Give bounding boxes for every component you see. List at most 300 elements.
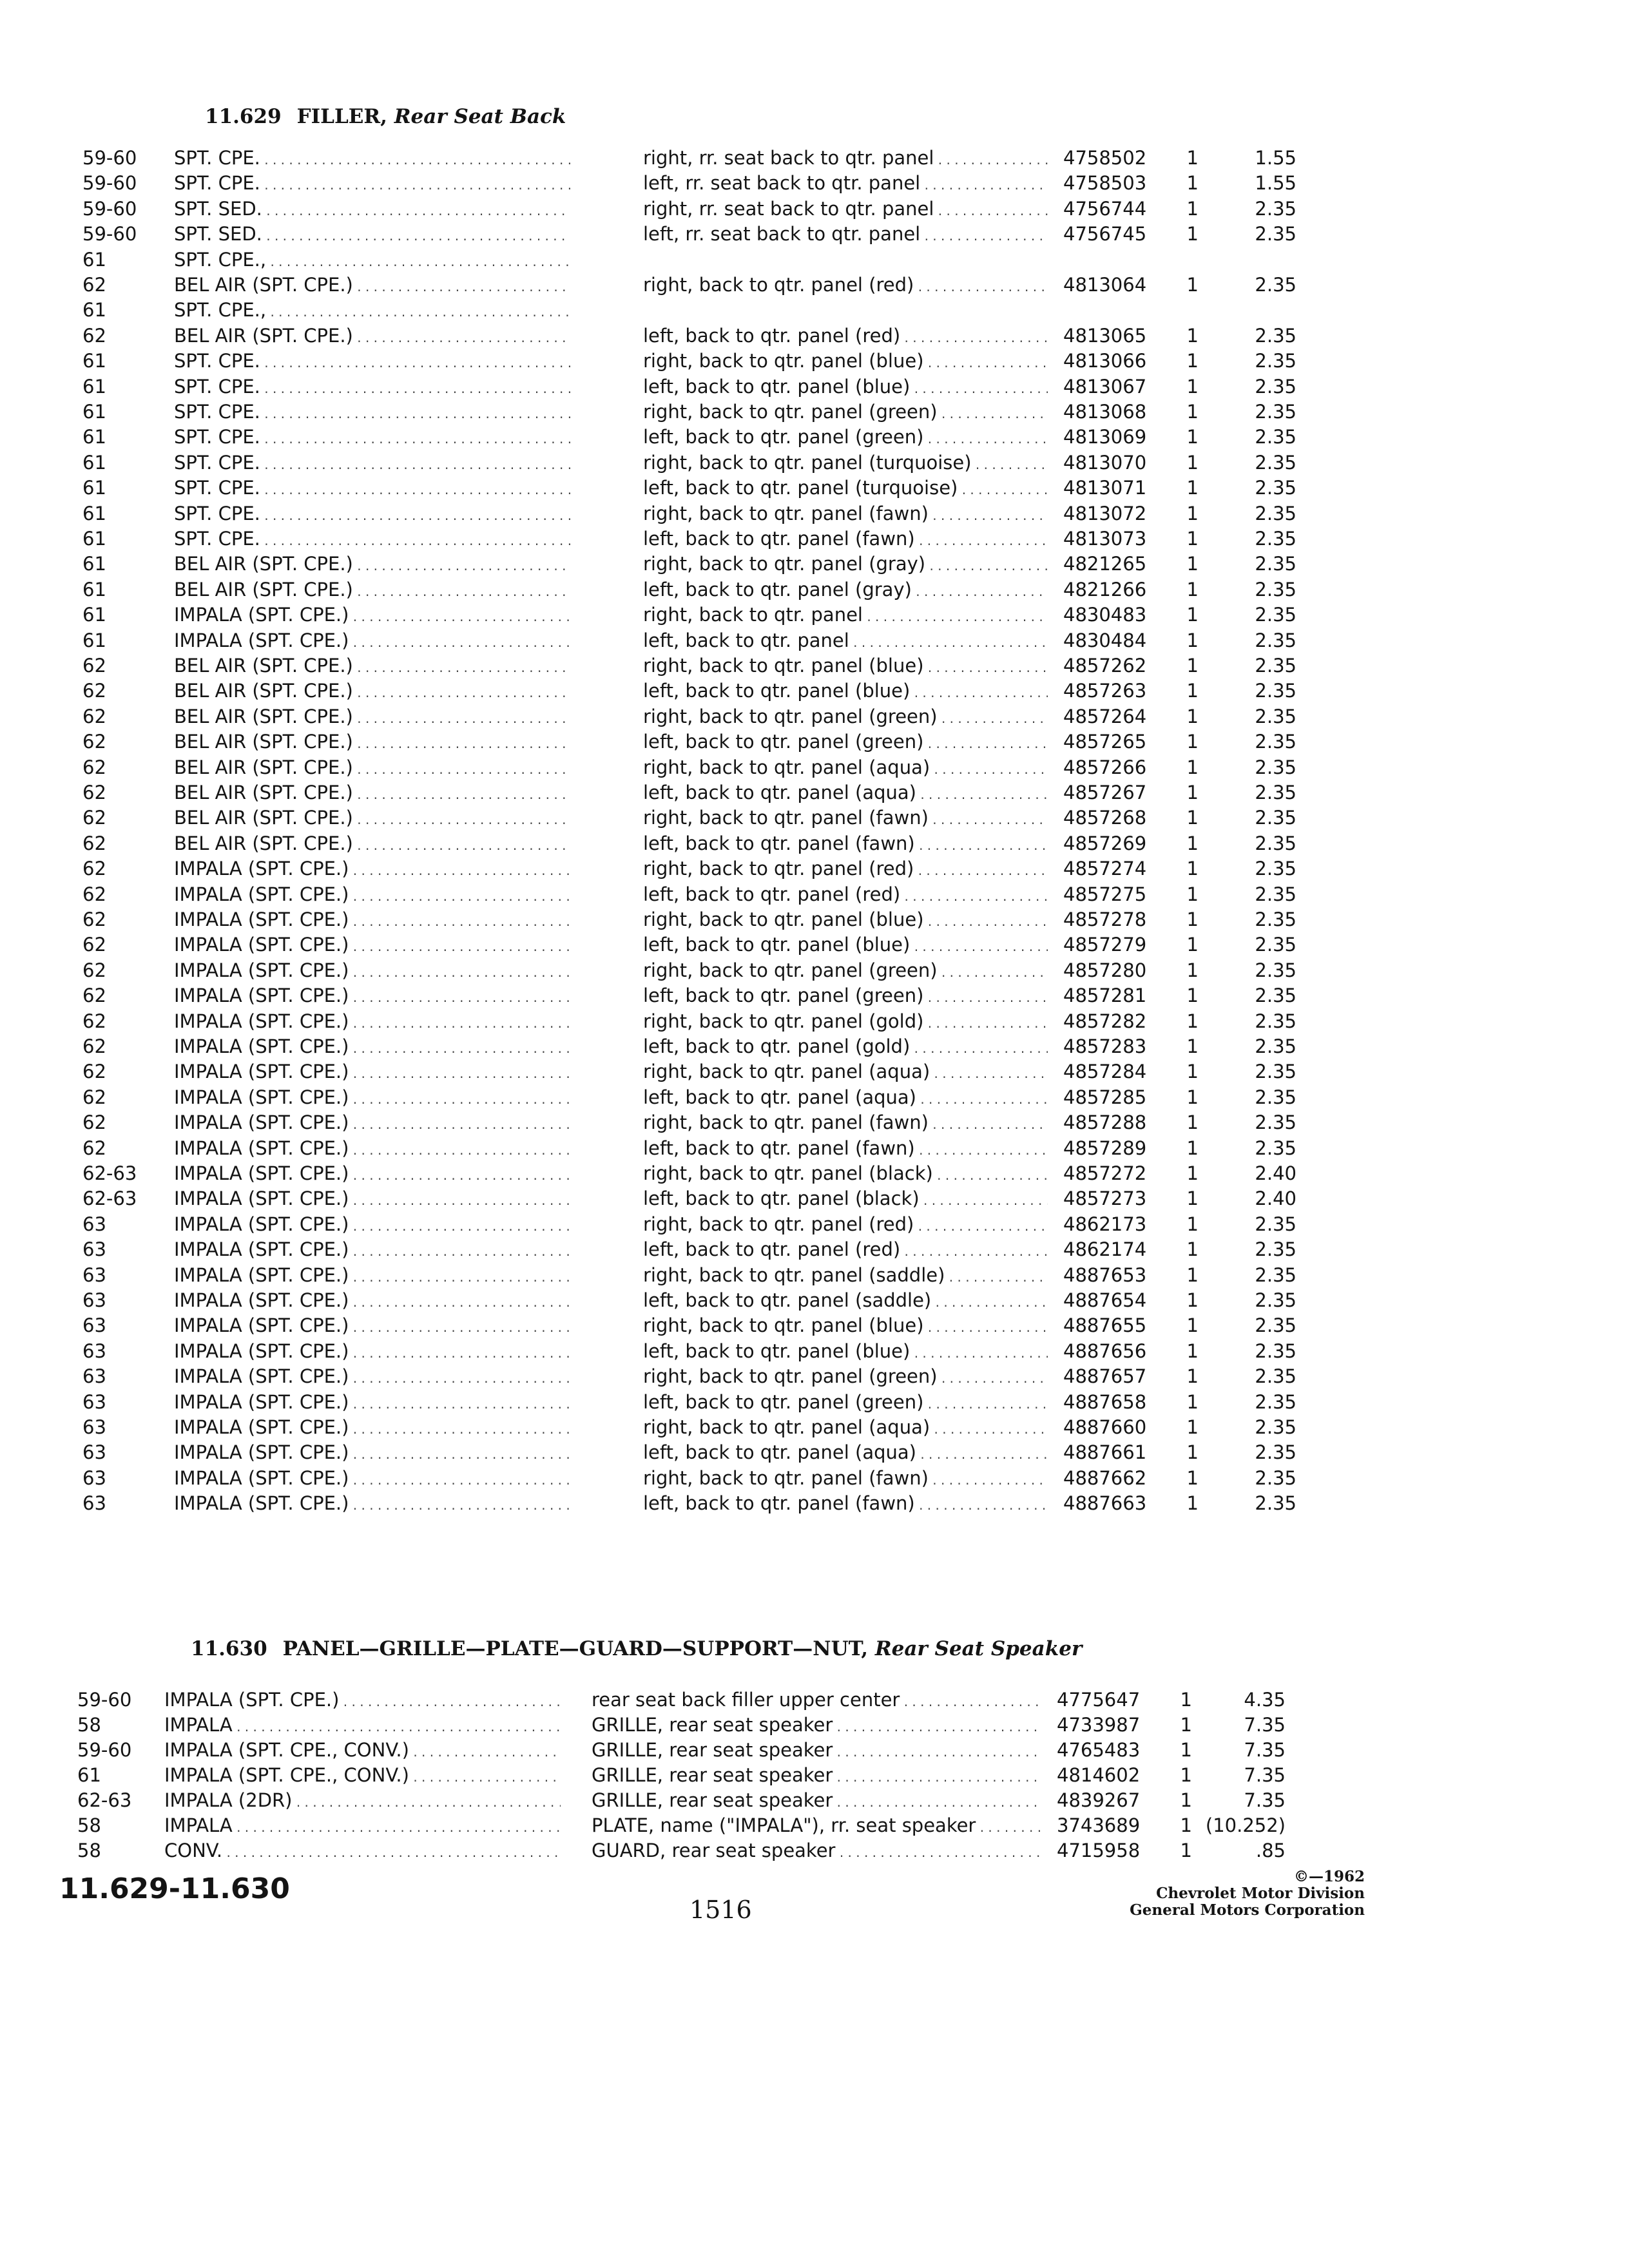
- year-cell: 62: [82, 324, 106, 347]
- price-cell: 2.35: [1255, 858, 1296, 880]
- quantity-cell: 1: [1180, 1789, 1192, 1811]
- model-cell: BEL AIR (SPT. CPE.) . . .: [174, 780, 570, 805]
- part-number-cell: 4715958: [1057, 1840, 1141, 1861]
- table-row: [0, 1287, 1629, 1313]
- description-cell: right, back to qtr. panel . . .: [643, 602, 1048, 628]
- model-cell: IMPALA (SPT. CPE.) . . .: [174, 907, 570, 932]
- year-cell: 62: [82, 832, 106, 854]
- price-cell: 2.35: [1255, 1416, 1296, 1438]
- price-cell: 2.35: [1255, 604, 1296, 626]
- copyright-block: [1130, 1869, 1365, 1919]
- description-cell: right, rr. seat back to qtr. panel . . .: [643, 196, 1048, 222]
- part-number-cell: 4839267: [1057, 1789, 1141, 1811]
- year-cell: 63: [82, 1416, 106, 1438]
- description-cell: PLATE, name ("IMPALA"), rr. seat speaker . . .: [592, 1812, 1043, 1838]
- price-cell: 2.35: [1255, 807, 1296, 829]
- part-number-cell: 4830483: [1063, 604, 1147, 626]
- quantity-cell: 1: [1186, 604, 1199, 626]
- description-cell: GRILLE, rear seat speaker . . .: [592, 1712, 1043, 1738]
- model-cell: IMPALA (SPT. CPE.) . . .: [174, 1414, 570, 1440]
- section-title: FILLER,: [296, 105, 387, 128]
- table-row: [0, 1712, 1629, 1738]
- table-row: [0, 348, 1629, 374]
- year-cell: 61: [77, 1764, 101, 1786]
- part-number-cell: 4813065: [1063, 324, 1147, 347]
- table-row: [0, 323, 1629, 349]
- quantity-cell: 1: [1186, 1289, 1199, 1311]
- year-cell: 61: [82, 528, 106, 550]
- part-number-cell: 4862173: [1063, 1213, 1147, 1235]
- quantity-cell: 1: [1180, 1764, 1192, 1786]
- quantity-cell: 1: [1186, 1187, 1199, 1210]
- model-cell: BEL AIR (SPT. CPE.) . . .: [174, 831, 570, 856]
- model-cell: IMPALA (SPT. CPE.) . . .: [174, 1465, 570, 1491]
- price-cell: 1.55: [1255, 147, 1296, 169]
- model-cell: IMPALA (SPT. CPE.) . . .: [174, 1110, 570, 1135]
- description-cell: right, back to qtr. panel (blue) . . .: [643, 1312, 1048, 1338]
- model-cell: BEL AIR (SPT. CPE.) . . .: [174, 754, 570, 780]
- model-cell: IMPALA (SPT. CPE.) . . .: [174, 1160, 570, 1186]
- table-row: [0, 1838, 1629, 1863]
- price-cell: 2.35: [1255, 502, 1296, 524]
- table-row: [0, 1084, 1629, 1110]
- quantity-cell: 1: [1186, 1264, 1199, 1286]
- part-number-cell: 4857283: [1063, 1035, 1147, 1057]
- year-cell: 58: [77, 1840, 101, 1861]
- model-cell: SPT. CPE., . . .: [174, 297, 570, 323]
- year-cell: 62: [82, 858, 106, 880]
- quantity-cell: 1: [1186, 731, 1199, 753]
- quantity-cell: 1: [1186, 426, 1199, 448]
- quantity-cell: 1: [1186, 1213, 1199, 1235]
- model-cell: IMPALA (SPT. CPE.) . . .: [174, 881, 570, 907]
- model-cell: IMPALA (SPT. CPE.) . . .: [174, 1287, 570, 1313]
- division-name: Chevrolet Motor Division: [1156, 1885, 1365, 1902]
- part-number-cell: 4887660: [1063, 1416, 1147, 1438]
- part-number-cell: 4887658: [1063, 1390, 1147, 1413]
- year-cell: 62: [82, 1010, 106, 1032]
- quantity-cell: 1: [1186, 680, 1199, 702]
- model-cell: CONV. . . .: [164, 1838, 561, 1863]
- description-cell: GRILLE, rear seat speaker . . .: [592, 1787, 1043, 1813]
- quantity-cell: 1: [1186, 985, 1199, 1007]
- model-cell: IMPALA (SPT. CPE.) . . .: [174, 1312, 570, 1338]
- table-row: [0, 399, 1629, 425]
- year-cell: 62: [82, 959, 106, 981]
- table-row: [0, 1110, 1629, 1135]
- year-cell: 59-60: [82, 223, 137, 245]
- quantity-cell: 1: [1186, 934, 1199, 956]
- table-row: [0, 1762, 1629, 1788]
- quantity-cell: 1: [1186, 1086, 1199, 1108]
- year-cell: 62: [82, 985, 106, 1007]
- part-number-cell: 4857289: [1063, 1137, 1147, 1159]
- model-cell: IMPALA (SPT. CPE., CONV.) . . .: [164, 1737, 561, 1763]
- part-number-cell: 4857265: [1063, 731, 1147, 753]
- section-11629-heading: [205, 105, 566, 128]
- quantity-cell: 1: [1186, 756, 1199, 778]
- quantity-cell: 1: [1186, 451, 1199, 474]
- model-cell: SPT. CPE. . . .: [174, 526, 570, 552]
- description-cell: left, back to qtr. panel (gold) . . .: [643, 1033, 1048, 1059]
- description-cell: right, back to qtr. panel (gold) . . .: [643, 1008, 1048, 1034]
- table-row: [0, 450, 1629, 476]
- table-row: [0, 1363, 1629, 1389]
- description-cell: right, back to qtr. panel (blue) . . .: [643, 653, 1048, 678]
- model-cell: IMPALA (SPT. CPE.) . . .: [174, 1084, 570, 1110]
- part-number-cell: 4813072: [1063, 502, 1147, 524]
- part-number-cell: 4887661: [1063, 1441, 1147, 1464]
- model-cell: IMPALA (SPT. CPE., CONV.) . . .: [164, 1762, 561, 1788]
- model-cell: IMPALA . . .: [164, 1712, 561, 1738]
- quantity-cell: 1: [1186, 629, 1199, 651]
- section-subtitle: Rear Seat Speaker: [874, 1637, 1083, 1660]
- price-cell: 2.35: [1255, 1492, 1296, 1515]
- description-cell: right, back to qtr. panel (fawn) . . .: [643, 501, 1048, 526]
- section-title: PANEL—GRILLE—PLATE—GUARD—SUPPORT—NUT,: [282, 1637, 869, 1660]
- table-row: [0, 1186, 1629, 1211]
- part-number-cell: 4857282: [1063, 1010, 1147, 1032]
- year-cell: 62: [82, 1035, 106, 1057]
- quantity-cell: 1: [1186, 401, 1199, 423]
- table-row: [0, 374, 1629, 399]
- model-cell: IMPALA (SPT. CPE.) . . .: [174, 1186, 570, 1211]
- quantity-cell: 1: [1186, 832, 1199, 854]
- description-cell: left, back to qtr. panel (turquoise) . . .: [643, 475, 1048, 501]
- quantity-cell: 1: [1186, 553, 1199, 575]
- quantity-cell: 1: [1186, 1111, 1199, 1134]
- description-cell: left, back to qtr. panel (blue) . . .: [643, 1338, 1048, 1364]
- year-cell: 62: [82, 807, 106, 829]
- table-row: [0, 805, 1629, 831]
- year-cell: 62: [82, 1061, 106, 1083]
- model-cell: IMPALA (SPT. CPE.) . . .: [164, 1687, 561, 1713]
- part-number-cell: 4857275: [1063, 883, 1147, 905]
- year-cell: 62: [82, 1137, 106, 1159]
- year-cell: 59-60: [82, 172, 137, 195]
- model-cell: BEL AIR (SPT. CPE.) . . .: [174, 272, 570, 298]
- description-cell: right, back to qtr. panel (aqua) . . .: [643, 1414, 1048, 1440]
- model-cell: BEL AIR (SPT. CPE.) . . .: [174, 729, 570, 754]
- part-number-cell: 4887653: [1063, 1264, 1147, 1286]
- quantity-cell: [1173, 297, 1199, 323]
- year-cell: 62-63: [82, 1162, 137, 1184]
- part-number-cell: 3743689: [1057, 1814, 1141, 1836]
- table-row: [0, 1389, 1629, 1415]
- part-number-cell: [1063, 297, 1170, 323]
- corporation-name: General Motors Corporation: [1130, 1901, 1365, 1919]
- description-cell: left, back to qtr. panel (aqua) . . .: [643, 780, 1048, 805]
- description-cell: left, back to qtr. panel (blue) . . .: [643, 678, 1048, 704]
- part-number-cell: 4813064: [1063, 274, 1147, 296]
- year-cell: 58: [77, 1814, 101, 1836]
- part-number-cell: 4887656: [1063, 1340, 1147, 1362]
- model-cell: IMPALA (SPT. CPE.) . . .: [174, 1135, 570, 1161]
- model-cell: IMPALA (SPT. CPE.) . . .: [174, 628, 570, 653]
- description-cell: GRILLE, rear seat speaker . . .: [592, 1737, 1043, 1763]
- table-row: [0, 247, 1629, 273]
- quantity-cell: 1: [1186, 350, 1199, 372]
- price-cell: 2.35: [1255, 1010, 1296, 1032]
- table-row: [0, 1008, 1629, 1034]
- part-number-cell: 4733987: [1057, 1714, 1141, 1736]
- table-row: [0, 932, 1629, 957]
- page-number: 1516: [689, 1896, 752, 1924]
- price-cell: 2.35: [1255, 528, 1296, 550]
- year-cell: 62: [82, 908, 106, 930]
- description-cell: left, back to qtr. panel (black) . . .: [643, 1186, 1048, 1211]
- model-cell: IMPALA (SPT. CPE.) . . .: [174, 1236, 570, 1262]
- year-cell: 62: [82, 883, 106, 905]
- price-cell: 7.35: [1244, 1739, 1286, 1761]
- quantity-cell: 1: [1186, 1466, 1199, 1489]
- quantity-cell: 1: [1186, 655, 1199, 677]
- table-row: [0, 678, 1629, 704]
- price-cell: 2.35: [1255, 401, 1296, 423]
- description-cell: right, back to qtr. panel (green) . . .: [643, 1363, 1048, 1389]
- description-cell: right, back to qtr. panel (turquoise) . . .: [643, 450, 1048, 476]
- price-cell: 2.35: [1255, 350, 1296, 372]
- table-row: [0, 1135, 1629, 1161]
- description-cell: right, back to qtr. panel (red) . . .: [643, 272, 1048, 298]
- description-cell: right, rr. seat back to qtr. panel . . .: [643, 145, 1048, 171]
- year-cell: 63: [82, 1466, 106, 1489]
- price-cell: 4.35: [1244, 1689, 1286, 1711]
- model-cell: BEL AIR (SPT. CPE.) . . .: [174, 678, 570, 704]
- part-number-cell: 4887657: [1063, 1365, 1147, 1388]
- price-cell: 2.35: [1255, 985, 1296, 1007]
- model-cell: BEL AIR (SPT. CPE.) . . .: [174, 704, 570, 729]
- part-number-cell: 4857267: [1063, 782, 1147, 803]
- quantity-cell: 1: [1186, 172, 1199, 195]
- part-number-cell: 4830484: [1063, 629, 1147, 651]
- table-row: [0, 424, 1629, 450]
- price-cell: 2.35: [1255, 324, 1296, 347]
- part-number-cell: 4814602: [1057, 1764, 1141, 1786]
- part-number-cell: 4857281: [1063, 985, 1147, 1007]
- price-cell: .85: [1255, 1840, 1286, 1861]
- year-cell: 63: [82, 1238, 106, 1261]
- table-row: [0, 1236, 1629, 1262]
- model-cell: IMPALA (SPT. CPE.) . . .: [174, 1008, 570, 1034]
- part-number-cell: 4857272: [1063, 1162, 1147, 1184]
- part-number-cell: 4857280: [1063, 959, 1147, 981]
- table-row: [0, 1059, 1629, 1084]
- description-cell: GUARD, rear seat speaker . . .: [592, 1838, 1043, 1863]
- quantity-cell: 1: [1186, 908, 1199, 930]
- quantity-cell: 1: [1186, 223, 1199, 245]
- year-cell: 61: [82, 451, 106, 474]
- year-cell: 62-63: [82, 1187, 137, 1210]
- year-cell: 59-60: [77, 1739, 132, 1761]
- price-cell: 7.35: [1244, 1789, 1286, 1811]
- description-cell: left, back to qtr. panel (green) . . .: [643, 1389, 1048, 1415]
- table-row: [0, 856, 1629, 881]
- quantity-cell: 1: [1186, 782, 1199, 803]
- price-cell: [1224, 247, 1296, 273]
- model-cell: IMPALA (SPT. CPE.) . . .: [174, 1033, 570, 1059]
- quantity-cell: 1: [1186, 1137, 1199, 1159]
- price-cell: 2.35: [1255, 1390, 1296, 1413]
- quantity-cell: 1: [1186, 502, 1199, 524]
- quantity-cell: 1: [1186, 1061, 1199, 1083]
- description-cell: left, back to qtr. panel (aqua) . . .: [643, 1084, 1048, 1110]
- table-row: [0, 983, 1629, 1008]
- year-cell: 62: [82, 1111, 106, 1134]
- quantity-cell: 1: [1186, 959, 1199, 981]
- price-cell: 2.35: [1255, 1314, 1296, 1337]
- year-cell: 63: [82, 1289, 106, 1311]
- model-cell: SPT. SED. . . .: [174, 196, 570, 222]
- description-cell: left, back to qtr. panel . . .: [643, 628, 1048, 653]
- description-cell: right, back to qtr. panel (red) . . .: [643, 1211, 1048, 1237]
- price-cell: 2.35: [1255, 1035, 1296, 1057]
- year-cell: 61: [82, 604, 106, 626]
- quantity-cell: 1: [1186, 1492, 1199, 1515]
- model-cell: BEL AIR (SPT. CPE.) . . .: [174, 551, 570, 577]
- price-cell: 2.35: [1255, 375, 1296, 398]
- quantity-cell: 1: [1186, 1238, 1199, 1261]
- description-cell: left, back to qtr. panel (fawn) . . .: [643, 1490, 1048, 1516]
- year-cell: 61: [82, 350, 106, 372]
- quantity-cell: [1173, 247, 1199, 273]
- description-cell: rear seat back filler upper center . . .: [592, 1687, 1043, 1713]
- part-number-cell: 4821266: [1063, 578, 1147, 601]
- description-cell: left, back to qtr. panel (fawn) . . .: [643, 1135, 1048, 1161]
- year-cell: 63: [82, 1365, 106, 1388]
- price-cell: 2.35: [1255, 934, 1296, 956]
- model-cell: SPT. CPE. . . .: [174, 450, 570, 476]
- year-cell: 63: [82, 1340, 106, 1362]
- model-cell: SPT. CPE. . . .: [174, 374, 570, 399]
- model-cell: SPT. CPE. . . .: [174, 501, 570, 526]
- quantity-cell: 1: [1186, 1340, 1199, 1362]
- part-number-cell: 4821265: [1063, 553, 1147, 575]
- quantity-cell: 1: [1186, 807, 1199, 829]
- description-cell: left, back to qtr. panel (red) . . .: [643, 881, 1048, 907]
- table-row: [0, 957, 1629, 983]
- quantity-cell: 1: [1186, 1416, 1199, 1438]
- model-cell: IMPALA (SPT. CPE.) . . .: [174, 1059, 570, 1084]
- model-cell: SPT. CPE. . . .: [174, 424, 570, 450]
- year-cell: 62: [82, 1086, 106, 1108]
- quantity-cell: 1: [1180, 1689, 1192, 1711]
- model-cell: BEL AIR (SPT. CPE.) . . .: [174, 805, 570, 831]
- quantity-cell: 1: [1186, 375, 1199, 398]
- price-cell: (10.252): [1205, 1814, 1286, 1836]
- model-cell: IMPALA (SPT. CPE.) . . .: [174, 983, 570, 1008]
- quantity-cell: 1: [1186, 1365, 1199, 1388]
- quantity-cell: 1: [1186, 477, 1199, 499]
- table-row: [0, 704, 1629, 729]
- quantity-cell: 1: [1186, 147, 1199, 169]
- description-cell: left, rr. seat back to qtr. panel . . .: [643, 170, 1048, 196]
- price-cell: 2.35: [1255, 629, 1296, 651]
- model-cell: IMPALA . . .: [164, 1812, 561, 1838]
- part-number-cell: 4813071: [1063, 477, 1147, 499]
- model-cell: SPT. SED. . . .: [174, 221, 570, 247]
- table-row: [0, 754, 1629, 780]
- part-number-cell: 4758502: [1063, 147, 1147, 169]
- model-cell: IMPALA (SPT. CPE.) . . .: [174, 1439, 570, 1465]
- section-subtitle: Rear Seat Back: [394, 105, 566, 128]
- year-cell: 63: [82, 1264, 106, 1286]
- quantity-cell: 1: [1186, 1162, 1199, 1184]
- price-cell: 2.35: [1255, 1086, 1296, 1108]
- table-row: [0, 221, 1629, 247]
- part-number-cell: 4857264: [1063, 705, 1147, 727]
- table-row: [0, 1787, 1629, 1813]
- quantity-cell: 1: [1186, 705, 1199, 727]
- quantity-cell: 1: [1186, 578, 1199, 601]
- model-cell: SPT. CPE. . . .: [174, 170, 570, 196]
- model-cell: IMPALA (SPT. CPE.) . . .: [174, 856, 570, 881]
- section-number: 11.629: [205, 105, 282, 128]
- part-number-cell: 4775647: [1057, 1689, 1141, 1711]
- part-number-cell: 4857269: [1063, 832, 1147, 854]
- description-cell: right, back to qtr. panel (red) . . .: [643, 856, 1048, 881]
- model-cell: IMPALA (SPT. CPE.) . . .: [174, 602, 570, 628]
- model-cell: BEL AIR (SPT. CPE.) . . .: [174, 653, 570, 678]
- copyright-notice: ©—1962: [1293, 1868, 1365, 1885]
- part-number-cell: 4857274: [1063, 858, 1147, 880]
- model-cell: IMPALA (SPT. CPE.) . . .: [174, 1338, 570, 1364]
- part-number-cell: 4857288: [1063, 1111, 1147, 1134]
- quantity-cell: 1: [1186, 883, 1199, 905]
- model-cell: IMPALA (SPT. CPE.) . . .: [174, 1262, 570, 1288]
- model-cell: IMPALA (SPT. CPE.) . . .: [174, 957, 570, 983]
- model-cell: SPT. CPE., . . .: [174, 247, 570, 273]
- description-cell: left, back to qtr. panel (red) . . .: [643, 1236, 1048, 1262]
- year-cell: 62: [82, 731, 106, 753]
- table-row: [0, 551, 1629, 577]
- price-cell: 2.35: [1255, 1441, 1296, 1464]
- quantity-cell: 1: [1186, 1390, 1199, 1413]
- quantity-cell: 1: [1186, 858, 1199, 880]
- year-cell: 61: [82, 629, 106, 651]
- year-cell: 59-60: [77, 1689, 132, 1711]
- quantity-cell: 1: [1186, 197, 1199, 220]
- table-row: [0, 272, 1629, 298]
- table-row: [0, 729, 1629, 754]
- description-cell: right, back to qtr. panel (green) . . .: [643, 957, 1048, 983]
- price-cell: 2.35: [1255, 1340, 1296, 1362]
- price-cell: 2.35: [1255, 1061, 1296, 1083]
- price-cell: 2.35: [1255, 477, 1296, 499]
- price-cell: 2.35: [1255, 908, 1296, 930]
- quantity-cell: 1: [1180, 1840, 1192, 1861]
- part-number-cell: [1063, 247, 1170, 273]
- year-cell: 62: [82, 655, 106, 677]
- price-cell: 2.40: [1255, 1187, 1296, 1210]
- quantity-cell: 1: [1186, 1441, 1199, 1464]
- quantity-cell: 1: [1186, 274, 1199, 296]
- year-cell: 62: [82, 782, 106, 803]
- quantity-cell: 1: [1186, 1035, 1199, 1057]
- price-cell: 2.35: [1255, 883, 1296, 905]
- year-cell: 63: [82, 1213, 106, 1235]
- table-row: [0, 780, 1629, 805]
- section-number: 11.630: [191, 1637, 267, 1660]
- table-row: [0, 831, 1629, 856]
- model-cell: IMPALA (SPT. CPE.) . . .: [174, 1363, 570, 1389]
- table-row: [0, 1338, 1629, 1364]
- model-cell: SPT. CPE. . . .: [174, 348, 570, 374]
- year-cell: 61: [82, 426, 106, 448]
- section-11630-heading: [191, 1637, 1082, 1660]
- table-row: [0, 602, 1629, 628]
- price-cell: 2.35: [1255, 1213, 1296, 1235]
